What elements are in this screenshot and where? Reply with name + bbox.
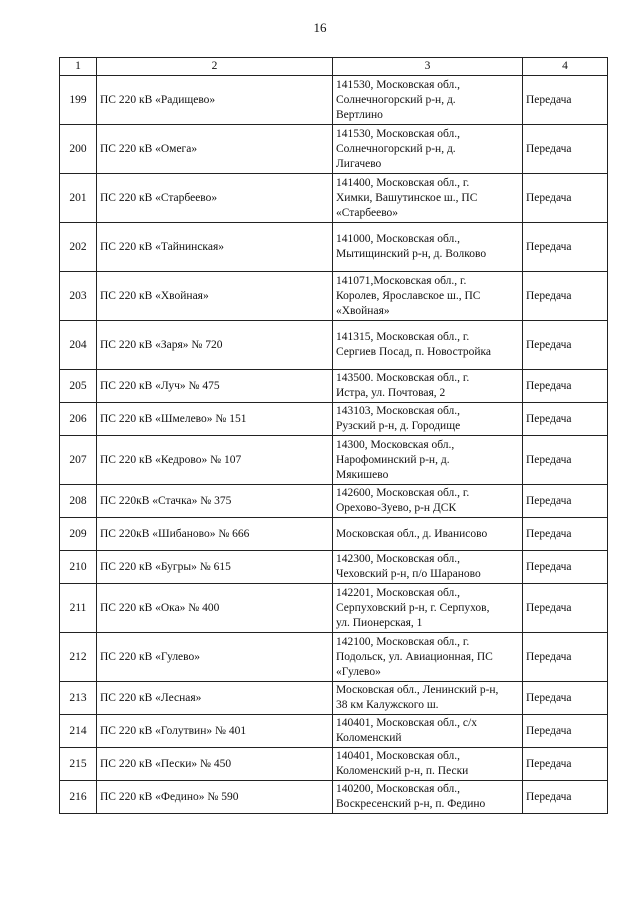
address-line: 141530, Московская обл., <box>336 127 461 140</box>
row-number: 214 <box>60 715 97 748</box>
substation-name: ПС 220 кВ «Тайнинская» <box>97 223 333 272</box>
substation-name: ПС 220 кВ «Пески» № 450 <box>97 748 333 781</box>
table-row <box>60 485 608 518</box>
substation-address <box>333 174 523 223</box>
address-line: ул. Пионерская, 1 <box>336 616 423 629</box>
row-number: 207 <box>60 436 97 485</box>
table-row <box>60 370 608 403</box>
substations-table <box>59 57 608 814</box>
address-line: Истра, ул. Почтовая, 2 <box>336 387 446 399</box>
address-line: «Старбеево» <box>336 206 399 219</box>
row-number: 201 <box>60 174 97 223</box>
substation-name: ПС 220 кВ «Хвойная» <box>97 272 333 321</box>
table-row <box>60 518 608 551</box>
substation-address <box>333 715 523 748</box>
page-number: 16 <box>313 20 327 35</box>
address-line: 141530, Московская обл., <box>336 78 461 91</box>
table-row <box>60 436 608 485</box>
address-line: Королев, Ярославское ш., ПС <box>336 289 481 302</box>
function-type: Передача <box>523 485 608 518</box>
substation-address <box>333 272 523 321</box>
address-line: 142600, Московская обл., г. <box>336 487 470 499</box>
substation-name: ПС 220 кВ «Федино» № 590 <box>97 781 333 814</box>
address-line: Лигачево <box>336 157 382 170</box>
address-line: Химки, Вашутинское ш., ПС <box>336 191 478 204</box>
table-row <box>60 125 608 174</box>
function-type: Передача <box>523 584 608 633</box>
substation-name: ПС 220кВ «Стачка» № 375 <box>97 485 333 518</box>
address-line: «Гулево» <box>336 665 381 678</box>
function-type: Передача <box>523 633 608 682</box>
address-line: Нарофоминский р-н, д. <box>336 453 450 466</box>
address-line: Солнечногорский р-н, д. <box>336 142 456 155</box>
substation-address <box>333 485 523 518</box>
substation-address <box>333 748 523 781</box>
table-row <box>60 781 608 814</box>
address-line: Серпуховский р-н, г. Серпухов, <box>336 601 490 614</box>
address-line: Подольск, ул. Авиационная, ПС <box>336 650 493 663</box>
column-header: 3 <box>333 58 523 76</box>
table-row <box>60 633 608 682</box>
substation-name: ПС 220 кВ «Лесная» <box>97 682 333 715</box>
row-number: 200 <box>60 125 97 174</box>
address-line: 142300, Московская обл., <box>336 553 461 565</box>
row-number: 202 <box>60 223 97 272</box>
function-type: Передача <box>523 518 608 551</box>
substation-name: ПС 220 кВ «Кедрово» № 107 <box>97 436 333 485</box>
table-row <box>60 403 608 436</box>
function-type: Передача <box>523 781 608 814</box>
substation-address <box>333 633 523 682</box>
substation-address <box>333 584 523 633</box>
function-type: Передача <box>523 76 608 125</box>
address-line: Воскресенский р-н, п. Федино <box>336 798 486 810</box>
address-line: Вертлино <box>336 108 383 121</box>
table-row <box>60 551 608 584</box>
substation-name: ПС 220 кВ «Гулево» <box>97 633 333 682</box>
substation-name: ПС 220кВ «Шибаново» № 666 <box>97 518 333 551</box>
table-row <box>60 76 608 125</box>
column-header: 4 <box>523 58 608 76</box>
row-number: 213 <box>60 682 97 715</box>
address-line: 141315, Московская обл., г. <box>336 331 470 343</box>
row-number: 210 <box>60 551 97 584</box>
function-type: Передача <box>523 223 608 272</box>
function-type: Передача <box>523 682 608 715</box>
function-type: Передача <box>523 748 608 781</box>
address-line: Солнечногорский р-н, д. <box>336 93 456 106</box>
address-line: «Хвойная» <box>336 304 390 317</box>
function-type: Передача <box>523 715 608 748</box>
table-row <box>60 584 608 633</box>
substation-address <box>333 403 523 436</box>
row-number: 205 <box>60 370 97 403</box>
address-line: 141071,Московская обл., г. <box>336 274 467 287</box>
address-line: 143500. Московская обл., г. <box>336 372 470 384</box>
substation-address <box>333 76 523 125</box>
row-number: 216 <box>60 781 97 814</box>
table-row <box>60 748 608 781</box>
address-line: 38 км Калужского ш. <box>336 699 439 711</box>
substation-address <box>333 518 523 551</box>
substation-name: ПС 220 кВ «Ока» № 400 <box>97 584 333 633</box>
row-number: 203 <box>60 272 97 321</box>
address-line: 141000, Московская обл., <box>336 233 461 245</box>
row-number: 199 <box>60 76 97 125</box>
substation-name: ПС 220 кВ «Старбеево» <box>97 174 333 223</box>
substation-address <box>333 781 523 814</box>
address-line: Мытищинский р-н, д. Волково <box>336 248 487 260</box>
table-row <box>60 682 608 715</box>
substation-address <box>333 370 523 403</box>
address-line: Орехово-Зуево, р-н ДСК <box>336 502 457 514</box>
row-number: 209 <box>60 518 97 551</box>
table-row <box>60 272 608 321</box>
function-type: Передача <box>523 403 608 436</box>
substation-address <box>333 125 523 174</box>
function-type: Передача <box>523 370 608 403</box>
table-header-row <box>60 58 608 76</box>
address-line: Чеховский р-н, п/о Шараново <box>336 568 481 580</box>
row-number: 206 <box>60 403 97 436</box>
substation-name: ПС 220 кВ «Шмелево» № 151 <box>97 403 333 436</box>
row-number: 204 <box>60 321 97 370</box>
function-type: Передача <box>523 272 608 321</box>
address-line: 140200, Московская обл., <box>336 783 461 795</box>
address-line: 14300, Московская обл., <box>336 438 455 451</box>
table-row <box>60 715 608 748</box>
row-number: 211 <box>60 584 97 633</box>
address-line: Сергиев Посад, п. Новостройка <box>336 346 492 358</box>
substation-name: ПС 220 кВ «Омега» <box>97 125 333 174</box>
row-number: 212 <box>60 633 97 682</box>
substation-address <box>333 223 523 272</box>
address-line: Коломенский р-н, п. Пески <box>336 765 469 777</box>
function-type: Передача <box>523 321 608 370</box>
substation-name: ПС 220 кВ «Луч» № 475 <box>97 370 333 403</box>
address-line: Московская обл., д. Иванисово <box>336 527 488 540</box>
function-type: Передача <box>523 551 608 584</box>
address-line: 143103, Московская обл., <box>336 405 461 417</box>
table-body <box>60 76 608 814</box>
table-row <box>60 223 608 272</box>
column-header: 1 <box>60 58 97 76</box>
address-line: Коломенский <box>336 732 402 744</box>
address-line: 140401, Московская обл., <box>336 750 461 762</box>
substation-name: ПС 220 кВ «Голутвин» № 401 <box>97 715 333 748</box>
row-number: 208 <box>60 485 97 518</box>
substation-name: ПС 220 кВ «Бугры» № 615 <box>97 551 333 584</box>
row-number: 215 <box>60 748 97 781</box>
address-line: Мякишево <box>336 468 389 481</box>
function-type: Передача <box>523 174 608 223</box>
function-type: Передача <box>523 125 608 174</box>
substation-address <box>333 551 523 584</box>
substation-address <box>333 321 523 370</box>
address-line: 140401, Московская обл., с/х <box>336 717 477 729</box>
function-type: Передача <box>523 436 608 485</box>
substation-name: ПС 220 кВ «Заря» № 720 <box>97 321 333 370</box>
substation-name: ПС 220 кВ «Радищево» <box>97 76 333 125</box>
table-row <box>60 321 608 370</box>
address-line: 141400, Московская обл., г. <box>336 176 470 189</box>
substation-address <box>333 436 523 485</box>
table-row <box>60 174 608 223</box>
address-line: Московская обл., Ленинский р-н, <box>336 684 499 696</box>
address-line: 142100, Московская обл., г. <box>336 635 470 648</box>
address-line: 142201, Московская обл., <box>336 586 461 599</box>
address-line: Рузский р-н, д. Городище <box>336 420 461 432</box>
column-header: 2 <box>97 58 333 76</box>
substation-address <box>333 682 523 715</box>
